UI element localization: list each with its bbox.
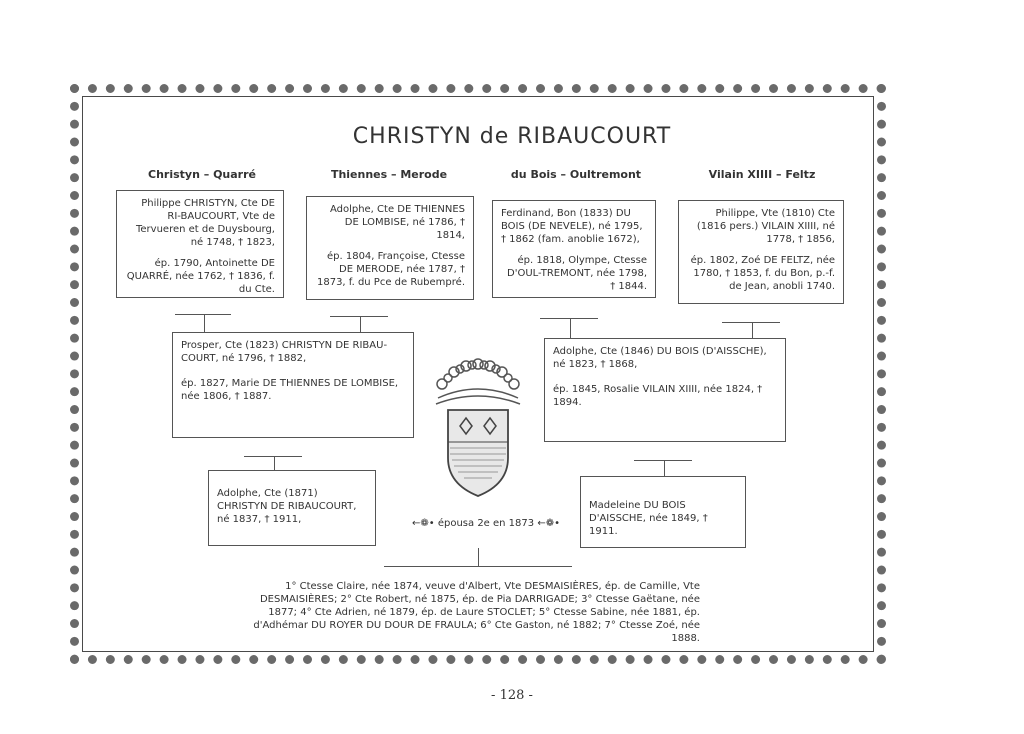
gen2-prosper-marriage: ép. 1827, Marie DE THIENNES DE LOMBISE, née 1806, † 1887. xyxy=(181,378,399,402)
marriage-note-text: épousa 2e en 1873 xyxy=(437,518,535,529)
connector-line xyxy=(274,456,275,470)
connector-line xyxy=(752,322,753,338)
page-number-ornament: - xyxy=(491,688,500,703)
gen1-box-christyn xyxy=(116,190,284,298)
connector-line xyxy=(330,316,388,317)
gen1-thiennes-marriage: ép. 1804, Françoise, Ctesse DE MERODE, née 1787, † 1873, f. du Pce de Rubempré. xyxy=(316,251,465,288)
connector-line xyxy=(540,318,598,319)
page-title: CHRISTYN de RIBAUCOURT xyxy=(352,124,672,149)
gen1-dubois-text: Ferdinand, Bon (1833) DU BOIS (DE NEVELE), né 1795, † 1862 (fam. anoblie 1672), xyxy=(501,208,643,245)
gen3-box-madeleine xyxy=(580,476,746,548)
gen1-box-thiennes xyxy=(306,196,474,300)
connector-line xyxy=(664,460,665,476)
gen3-madeleine-text: Madeleine DU BOIS D'AISSCHE, née 1849, † 1911. xyxy=(589,500,708,537)
children-list: 1° Ctesse Claire, née 1874, veuve d'Albert, Vte DESMAISIÈRES, ép. de Camille, Vte DESMAISIÈRES; 2° Cte Robert, né 1875, ép. de Pia DARRIGADE; 3° Ctesse Gaëtane, née 1877; 4° Cte Adrien, né 1879, ép. de Laure STOCLET; 5° Ctesse Sabine, née 1881, ép. d'Adhémar DU ROYER DU DOUR DE FRAULA; 6° Cte Gaston, né 1882; 7° Ctesse Zoé, née 1888. xyxy=(253,581,700,644)
gen1-christyn-text: Philippe CHRISTYN, Cte DE RI-BAUCOURT, Vte de Tervueren et de Duysbourg, né 1748, † 1823, xyxy=(135,198,275,248)
gen2-box-prosper xyxy=(172,332,414,438)
coat-of-arms-icon xyxy=(430,358,526,503)
gen2-adolphe-text: Adolphe, Cte (1846) DU BOIS (D'AISSCHE), né 1823, † 1868, xyxy=(553,346,767,370)
gen1-vilain-marriage: ép. 1802, Zoé DE FELTZ, née 1780, † 1853, f. du Bon, p.-f. de Jean, anobli 1740. xyxy=(690,255,835,292)
column-heading-vilain-feltz: Vilain XIIII – Feltz xyxy=(708,168,816,181)
column-heading-thiennes-merode: Thiennes – Merode xyxy=(330,168,448,181)
connector-line xyxy=(204,314,205,332)
gen1-dubois-marriage: ép. 1818, Olympe, Ctesse D'OUL-TREMONT, née 1798, † 1844. xyxy=(507,255,647,292)
gen1-thiennes-text: Adolphe, Cte DE THIENNES DE LOMBISE, né 1786, † 1814, xyxy=(329,204,465,241)
connector-line xyxy=(244,456,302,457)
gen3-box-adolphe-christyn xyxy=(208,470,376,546)
gen2-box-adolphe-dubois xyxy=(544,338,786,442)
gen1-vilain-text: Philippe, Vte (1810) Cte (1816 pers.) VILAIN XIIII, né 1778, † 1856, xyxy=(696,208,835,245)
page-number-ornament: - xyxy=(524,688,533,703)
gen1-christyn-marriage: ép. 1790, Antoinette DE QUARRÉ, née 1762, † 1836, f. du Cte. xyxy=(126,258,275,295)
gen3-adolphe-christyn-text: Adolphe, Cte (1871) CHRISTYN DE RIBAUCOURT, né 1837, † 1911, xyxy=(217,488,357,525)
connector-line xyxy=(570,318,571,338)
connector-line xyxy=(175,314,231,315)
gen2-prosper-text: Prosper, Cte (1823) CHRISTYN DE RIBAU-COURT, né 1796, † 1882, xyxy=(181,340,388,364)
right-ornament-icon: ←❁• xyxy=(537,518,560,529)
page-number xyxy=(0,688,1024,703)
column-heading-dubois-oultremont: du Bois – Oultremont xyxy=(510,168,642,181)
page-number-value: 128 xyxy=(499,688,525,703)
marriage-note xyxy=(412,518,560,529)
gen2-adolphe-marriage: ép. 1845, Rosalie VILAIN XIIII, née 1824, † 1894. xyxy=(553,384,763,408)
gen1-box-dubois xyxy=(492,200,656,298)
connector-line xyxy=(722,322,780,323)
column-heading-christyn-quarre: Christyn – Quarré xyxy=(148,168,256,181)
gen1-box-vilain xyxy=(678,200,844,304)
left-ornament-icon: ←❁• xyxy=(412,518,435,529)
connector-line xyxy=(360,316,361,332)
children-line xyxy=(384,566,572,567)
children-connector xyxy=(478,548,479,566)
connector-line xyxy=(634,460,692,461)
